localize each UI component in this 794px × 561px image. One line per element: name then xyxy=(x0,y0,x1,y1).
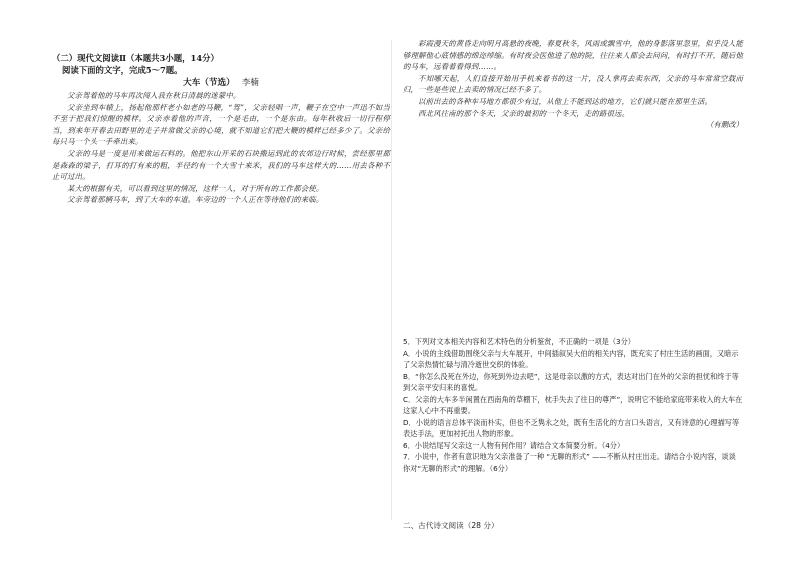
question-6-stem: 6．小说结尾写父亲这一人物有何作用？请结合文本简要分析。（4分） xyxy=(403,440,625,450)
question-5-option-b: B．“你怎么没死在外边，你死到外边去吧”，这是母亲以激的方式，表达对出门在外的父亲的担忧和终于等到父亲平安归来的喜悦。 xyxy=(403,371,739,392)
article-paragraph: 父亲驾着那辆马车，到了大车的车道。车旁边的一个人正在等待他们的来临。 xyxy=(67,195,324,205)
article-source-note: （有删改） xyxy=(706,120,743,130)
question-5-option-d: D．小说的语言总体平淡而朴实，但也不乏隽永之处，既有生活化的方言口头语言，又有诗意的心理描写等表达手法，更加衬托出人物的形象。 xyxy=(403,417,740,438)
article-author: 李楠 xyxy=(241,78,259,88)
questions-block xyxy=(403,336,743,474)
next-section-heading: 二、古代诗文阅读（28 分） xyxy=(403,521,499,530)
section-heading: （二）现代文阅读Ⅱ（本题共3小题，14分） xyxy=(52,53,219,63)
column-divider xyxy=(391,40,392,520)
article-paragraph: 不知哪天起，人们直接开始用手机来着书的这一片，没人拿再去卖东西，父亲的马车常常空载而归，一些是些说上去卖的情况已经不多了。 xyxy=(403,73,743,95)
article-paragraph: 父亲坐到车辕上，扬起他那杆老小如老的马鞭，“驾”，父亲轻唱一声，鞭子在空中一声迅不如当不至于把我们惊醒的模样。父亲赤着他的声音，一个是毛由，一个是东由。每年秋收后一切行程停当，到来年开春去田野里的走子并常做父亲的心境，就不知道它们把大鞭的模样已经多少了。父亲给每只马一个头一手牵出来。 xyxy=(52,102,390,147)
article-paragraph: 西北风往南的那个冬天，父亲的最初的一个冬天，走的路很远。 xyxy=(418,108,630,118)
article-paragraph: 某大的根据有关，可以看到这里的情况，这样一人，对于所有的工作都会使。 xyxy=(67,183,324,193)
article-paragraph: 父亲驾着他的马车再次闯入我在秋日清晨的迷蒙中。 xyxy=(67,91,241,100)
article-paragraph: 彩霞漫天的黄昏走向明月高悬的夜晚，春夏秋冬，风雨或飘雪中，他的身影落里忽里，似乎没人能够理解他心底情感的绵迩绰缩。有时夜会医他进了他的院，往往来人都会去问问，有时打不开，随后他的马车，远看着看得到……。 xyxy=(403,39,743,72)
article-paragraph: 父亲的马是一度是用来做运石料的。他把东山开采的石块搬运到此的农郊边行时候，尝经那里都是森森的梁子，打耳的打有来的粗，半径约有一个大雪十来米，我们的马车这样大的……用去各种不止可过出。 xyxy=(52,148,390,182)
question-5-option-c: C．父亲的大车多半闲置在西南角的草棚下，枕手失去了往日的尊严”，说明它不能给家庭带来收入的大车在这家人心中不再重要。 xyxy=(403,394,743,415)
article-title xyxy=(52,77,390,89)
question-5-option-a: A．小说的主线借助围绕父亲与大车展开，中间插叙吴大伯的相关内容，既充实了村庄生活的画面，又暗示了父亲热情忙碌与清冷逝世交织的体验。 xyxy=(403,348,739,369)
article-title-text: 大车（节选） xyxy=(183,78,235,88)
left-column xyxy=(52,52,390,206)
question-5-stem: 5．下列对文本相关内容和艺术特色的分析鉴赏，不正确的一项是（3分） xyxy=(403,337,635,346)
article-paragraph: 以前出去的各种车马地方都很少有过，从他上不能到达的地方，它们就只能在那里生活。 xyxy=(418,96,713,106)
right-column xyxy=(403,38,743,131)
section-instruction: 阅读下面的文字，完成5～7题。 xyxy=(62,65,183,75)
question-7-stem: 7．小说中，作者有意识地为父亲准备了一种 “无聊的形式” ——不断从村庄出走。请结合小说内容，谈谈你对“无聊的形式”的理解。（6分） xyxy=(403,452,736,473)
